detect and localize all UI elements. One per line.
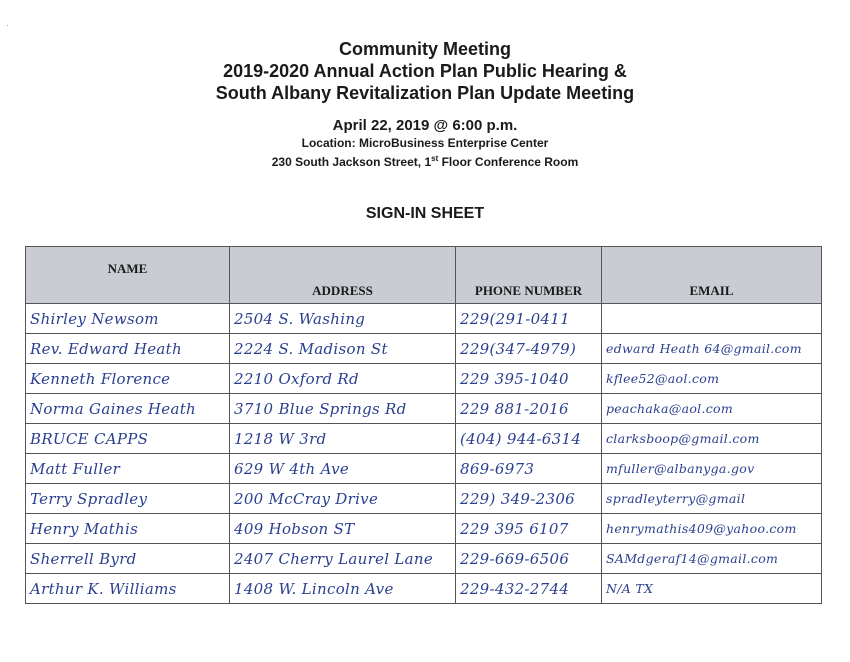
- cell-address: 2210 Oxford Rd: [230, 364, 456, 394]
- cell-name: Shirley Newsom: [26, 304, 230, 334]
- cell-phone: 229(291-0411: [456, 304, 602, 334]
- column-header-address: ADDRESS: [230, 247, 456, 304]
- cell-phone: 229) 349-2306: [456, 484, 602, 514]
- cell-name: Rev. Edward Heath: [26, 334, 230, 364]
- cell-address: 200 McCray Drive: [230, 484, 456, 514]
- table-row: [26, 514, 822, 544]
- column-header-email: EMAIL: [602, 247, 822, 304]
- header-line-1: Community Meeting: [338, 39, 511, 59]
- cell-name: Arthur K. Williams: [26, 574, 230, 604]
- cell-phone: (404) 944-6314: [456, 424, 602, 454]
- cell-email: edward Heath 64@gmail.com: [602, 334, 822, 364]
- cell-email: N/A TX: [602, 574, 822, 604]
- table-row: [26, 574, 822, 604]
- table-row: [26, 544, 822, 574]
- table-row: [26, 484, 822, 514]
- cell-phone: 229 395-1040: [456, 364, 602, 394]
- column-header-name: NAME: [26, 247, 230, 304]
- cell-address: 629 W 4th Ave: [230, 454, 456, 484]
- table-row: [26, 334, 822, 364]
- cell-address: 3710 Blue Springs Rd: [230, 394, 456, 424]
- cell-email: [602, 304, 822, 334]
- table-row: [26, 304, 822, 334]
- cell-address: 1408 W. Lincoln Ave: [230, 574, 456, 604]
- cell-phone: 229-669-6506: [456, 544, 602, 574]
- cell-name: Matt Fuller: [26, 454, 230, 484]
- document-header: [0, 38, 850, 170]
- cell-name: Henry Mathis: [26, 514, 230, 544]
- table-row: [26, 394, 822, 424]
- table-row: [26, 454, 822, 484]
- cell-address: 2504 S. Washing: [230, 304, 456, 334]
- meeting-location: Location: MicroBusiness Enterprise Center: [301, 136, 549, 150]
- meeting-date: April 22, 2019 @ 6:00 p.m.: [332, 117, 518, 134]
- cell-phone: 869-6973: [456, 454, 602, 484]
- header-line-3: South Albany Revitalization Plan Update Meeting: [215, 83, 635, 103]
- cell-name: BRUCE CAPPS: [26, 424, 230, 454]
- cell-name: Sherrell Byrd: [26, 544, 230, 574]
- scan-speck: ·: [6, 20, 9, 30]
- cell-name: Norma Gaines Heath: [26, 394, 230, 424]
- cell-email: peachaka@aol.com: [602, 394, 822, 424]
- cell-address: 2224 S. Madison St: [230, 334, 456, 364]
- cell-address: 2407 Cherry Laurel Lane: [230, 544, 456, 574]
- table-header-row: [26, 247, 822, 304]
- sheet-title: SIGN-IN SHEET: [365, 205, 485, 222]
- cell-phone: 229 395 6107: [456, 514, 602, 544]
- cell-phone: 229(347-4979): [456, 334, 602, 364]
- cell-name: Terry Spradley: [26, 484, 230, 514]
- cell-email: spradleyterry@gmail: [602, 484, 822, 514]
- cell-email: clarksboop@gmail.com: [602, 424, 822, 454]
- sign-in-table: [25, 246, 822, 604]
- column-header-phone: PHONE NUMBER: [456, 247, 602, 304]
- table-row: [26, 364, 822, 394]
- cell-phone: 229-432-2744: [456, 574, 602, 604]
- cell-email: kflee52@aol.com: [602, 364, 822, 394]
- cell-email: henrymathis409@yahoo.com: [602, 514, 822, 544]
- cell-name: Kenneth Florence: [26, 364, 230, 394]
- table-row: [26, 424, 822, 454]
- meeting-address: 230 South Jackson Street, 1st Floor Conference Room: [271, 154, 579, 169]
- cell-address: 409 Hobson ST: [230, 514, 456, 544]
- cell-address: 1218 W 3rd: [230, 424, 456, 454]
- cell-email: SAMdgeraf14@gmail.com: [602, 544, 822, 574]
- cell-phone: 229 881-2016: [456, 394, 602, 424]
- header-line-2: 2019-2020 Annual Action Plan Public Hearing &: [223, 61, 627, 81]
- cell-email: mfuller@albanyga.gov: [602, 454, 822, 484]
